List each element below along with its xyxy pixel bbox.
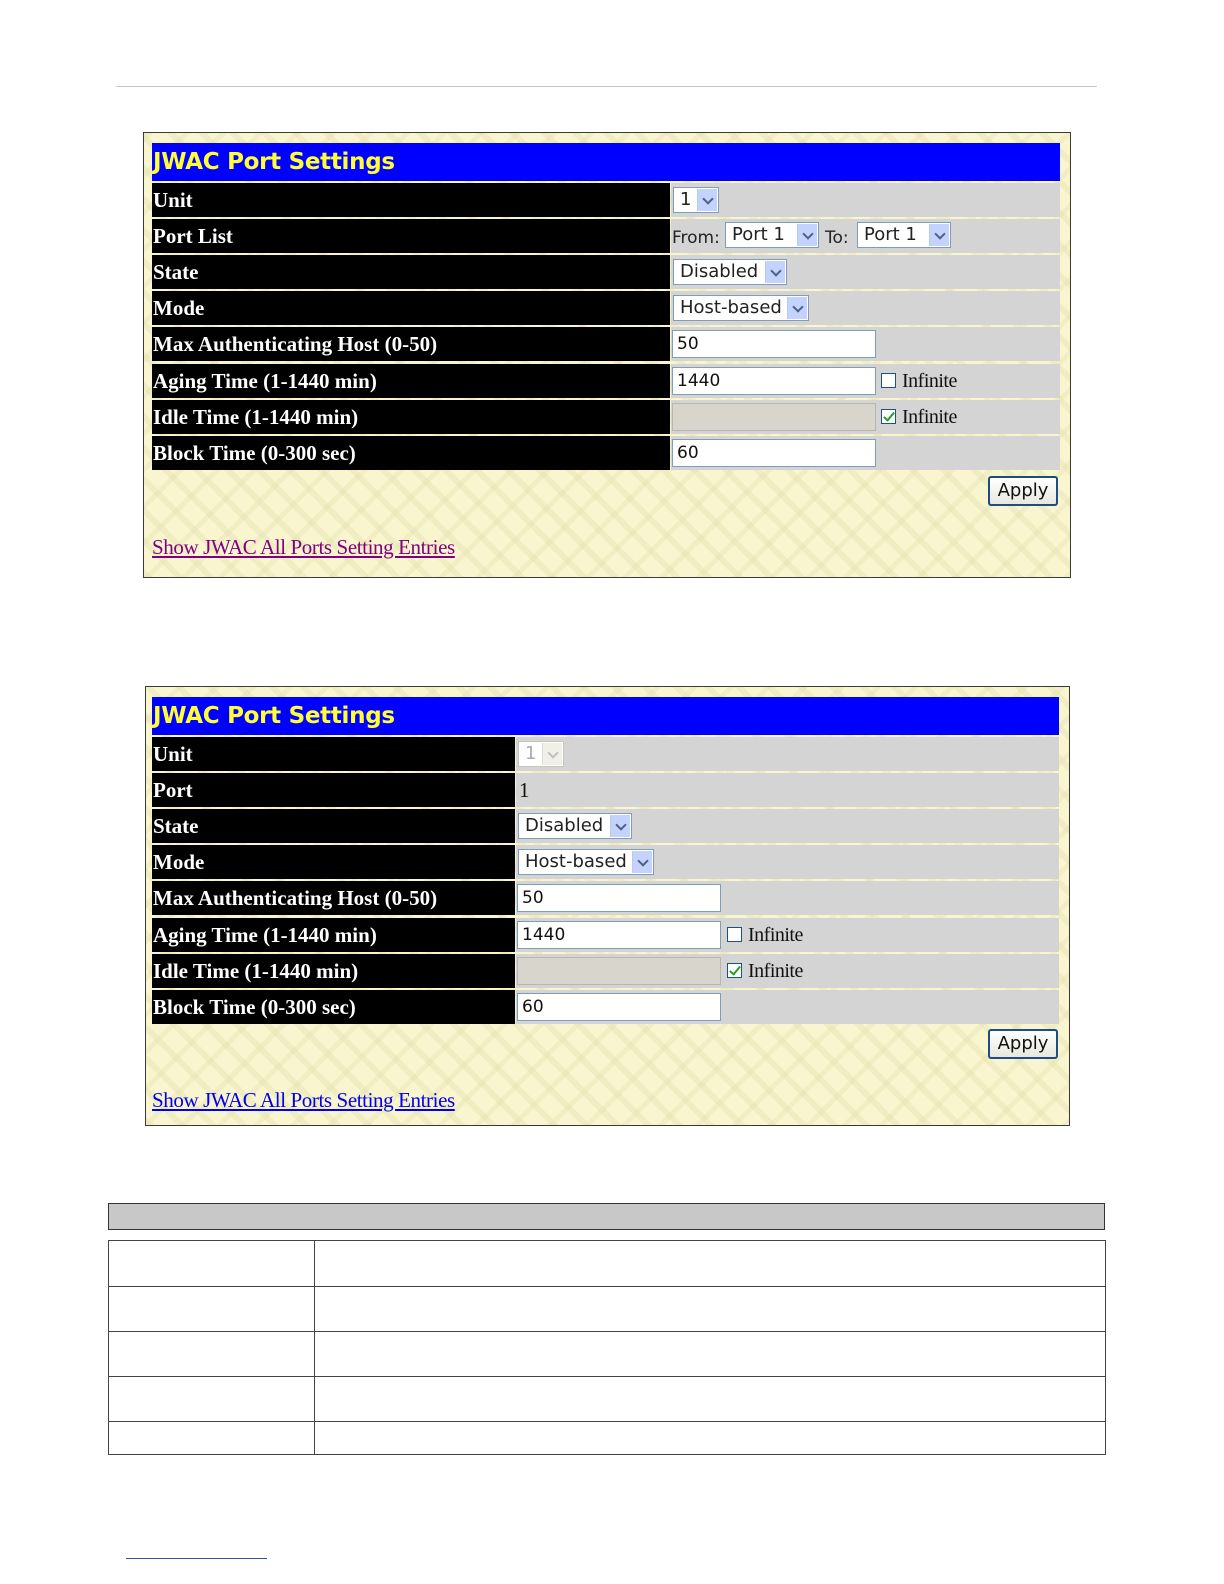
footer-rule	[126, 1558, 267, 1559]
aging-time-row	[152, 918, 1059, 952]
aging-time-input[interactable]: 1440	[517, 921, 721, 949]
mode-select[interactable]	[518, 849, 654, 875]
from-label: From:	[672, 228, 720, 248]
max-host-value-cell	[671, 327, 1060, 361]
mode-label: Mode	[152, 291, 670, 325]
unit-value-cell	[671, 183, 1060, 217]
idle-time-value-cell	[516, 954, 1059, 988]
block-time-row	[152, 990, 1059, 1024]
panel-title: JWAC Port Settings	[152, 697, 1059, 735]
apply-button[interactable]: Apply	[988, 1029, 1058, 1059]
max-host-label: Max Authenticating Host (0-50)	[152, 327, 670, 361]
description-table	[108, 1240, 1106, 1455]
port-value-cell	[516, 773, 1059, 807]
idle-time-row	[152, 400, 1060, 434]
unit-row	[152, 183, 1060, 217]
idle-infinite-checkbox[interactable]	[727, 963, 742, 978]
from-port-value: Port 1	[732, 224, 785, 245]
state-select[interactable]	[673, 259, 787, 285]
jwac-port-settings-panel-1	[143, 132, 1071, 578]
state-value-cell	[671, 255, 1060, 289]
max-host-row	[152, 881, 1059, 915]
unit-row	[152, 737, 1059, 771]
block-time-value-cell	[516, 990, 1059, 1024]
state-row	[152, 809, 1059, 843]
state-label: State	[152, 255, 670, 289]
aging-infinite-label: Infinite	[748, 924, 803, 946]
idle-time-input[interactable]	[672, 403, 876, 431]
idle-time-row	[152, 954, 1059, 988]
mode-row	[152, 291, 1060, 325]
description-table-header	[108, 1203, 1105, 1230]
port-row	[152, 773, 1059, 807]
table-cell	[315, 1377, 1106, 1422]
state-row	[152, 255, 1060, 289]
max-host-row	[152, 327, 1060, 361]
chevron-down-icon	[797, 224, 817, 246]
table-cell	[315, 1241, 1106, 1287]
max-host-input[interactable]: 50	[517, 884, 721, 912]
max-host-value-cell	[516, 881, 1059, 915]
from-port-select[interactable]	[725, 222, 819, 248]
mode-select[interactable]	[673, 295, 809, 321]
idle-time-label: Idle Time (1-1440 min)	[152, 400, 670, 434]
table-row	[109, 1287, 1106, 1332]
mode-value-cell	[516, 845, 1059, 879]
idle-time-value-cell	[671, 400, 1060, 434]
table-row	[109, 1241, 1106, 1287]
chevron-down-icon	[787, 297, 807, 319]
unit-select-value: 1	[525, 743, 537, 764]
to-port-value: Port 1	[864, 224, 917, 245]
table-cell	[109, 1241, 315, 1287]
to-port-select[interactable]	[857, 222, 951, 248]
idle-time-input[interactable]	[517, 957, 721, 985]
port-value: 1	[519, 778, 530, 802]
apply-button[interactable]: Apply	[988, 476, 1058, 506]
chevron-down-icon	[542, 743, 562, 765]
mode-select-value: Host-based	[680, 297, 782, 318]
aging-infinite-checkbox[interactable]	[881, 373, 896, 388]
unit-label: Unit	[152, 183, 670, 217]
chevron-down-icon	[929, 224, 949, 246]
show-all-ports-link[interactable]: Show JWAC All Ports Setting Entries	[152, 1088, 455, 1112]
table-cell	[315, 1287, 1106, 1332]
aging-time-label: Aging Time (1-1440 min)	[152, 364, 670, 398]
mode-value-cell	[671, 291, 1060, 325]
chevron-down-icon	[697, 189, 717, 211]
port-list-label: Port List	[152, 219, 670, 253]
state-select-value: Disabled	[525, 815, 604, 836]
port-label: Port	[152, 773, 515, 807]
aging-time-value-cell	[516, 918, 1059, 952]
table-cell	[109, 1332, 315, 1377]
unit-value-cell	[516, 737, 1059, 771]
block-time-label: Block Time (0-300 sec)	[152, 436, 670, 470]
table-cell	[109, 1287, 315, 1332]
block-time-value-cell	[671, 436, 1060, 470]
block-time-input[interactable]: 60	[517, 993, 721, 1021]
chevron-down-icon	[632, 851, 652, 873]
port-list-row	[152, 219, 1060, 253]
state-select-value: Disabled	[680, 261, 759, 282]
unit-label: Unit	[152, 737, 515, 771]
table-cell	[109, 1377, 315, 1422]
port-list-value-cell	[671, 219, 1060, 253]
aging-infinite-checkbox[interactable]	[727, 927, 742, 942]
table-cell	[109, 1422, 315, 1455]
block-time-input[interactable]: 60	[672, 439, 876, 467]
mode-select-value: Host-based	[525, 851, 627, 872]
table-row	[109, 1332, 1106, 1377]
idle-infinite-checkbox[interactable]	[881, 409, 896, 424]
unit-select[interactable]	[673, 187, 719, 213]
jwac-port-settings-panel-2	[145, 686, 1070, 1126]
block-time-label: Block Time (0-300 sec)	[152, 990, 515, 1024]
to-label: To:	[825, 228, 849, 248]
page-header-rule	[116, 86, 1097, 87]
idle-infinite-label: Infinite	[902, 406, 957, 428]
aging-time-label: Aging Time (1-1440 min)	[152, 918, 515, 952]
unit-select-value: 1	[680, 189, 692, 210]
show-all-ports-link[interactable]: Show JWAC All Ports Setting Entries	[152, 535, 455, 559]
max-host-input[interactable]: 50	[672, 330, 876, 358]
max-host-label: Max Authenticating Host (0-50)	[152, 881, 515, 915]
panel-title: JWAC Port Settings	[152, 143, 1060, 181]
aging-time-value-cell	[671, 364, 1060, 398]
table-row	[109, 1377, 1106, 1422]
chevron-down-icon	[610, 815, 630, 837]
aging-time-input[interactable]: 1440	[672, 367, 876, 395]
unit-select-disabled[interactable]	[518, 741, 564, 767]
state-value-cell	[516, 809, 1059, 843]
aging-time-row	[152, 364, 1060, 398]
chevron-down-icon	[765, 261, 785, 283]
mode-row	[152, 845, 1059, 879]
state-label: State	[152, 809, 515, 843]
table-cell	[315, 1332, 1106, 1377]
block-time-row	[152, 436, 1060, 470]
table-cell	[315, 1422, 1106, 1455]
mode-label: Mode	[152, 845, 515, 879]
aging-infinite-label: Infinite	[902, 370, 957, 392]
idle-time-label: Idle Time (1-1440 min)	[152, 954, 515, 988]
state-select[interactable]	[518, 813, 632, 839]
table-row	[109, 1422, 1106, 1455]
idle-infinite-label: Infinite	[748, 960, 803, 982]
